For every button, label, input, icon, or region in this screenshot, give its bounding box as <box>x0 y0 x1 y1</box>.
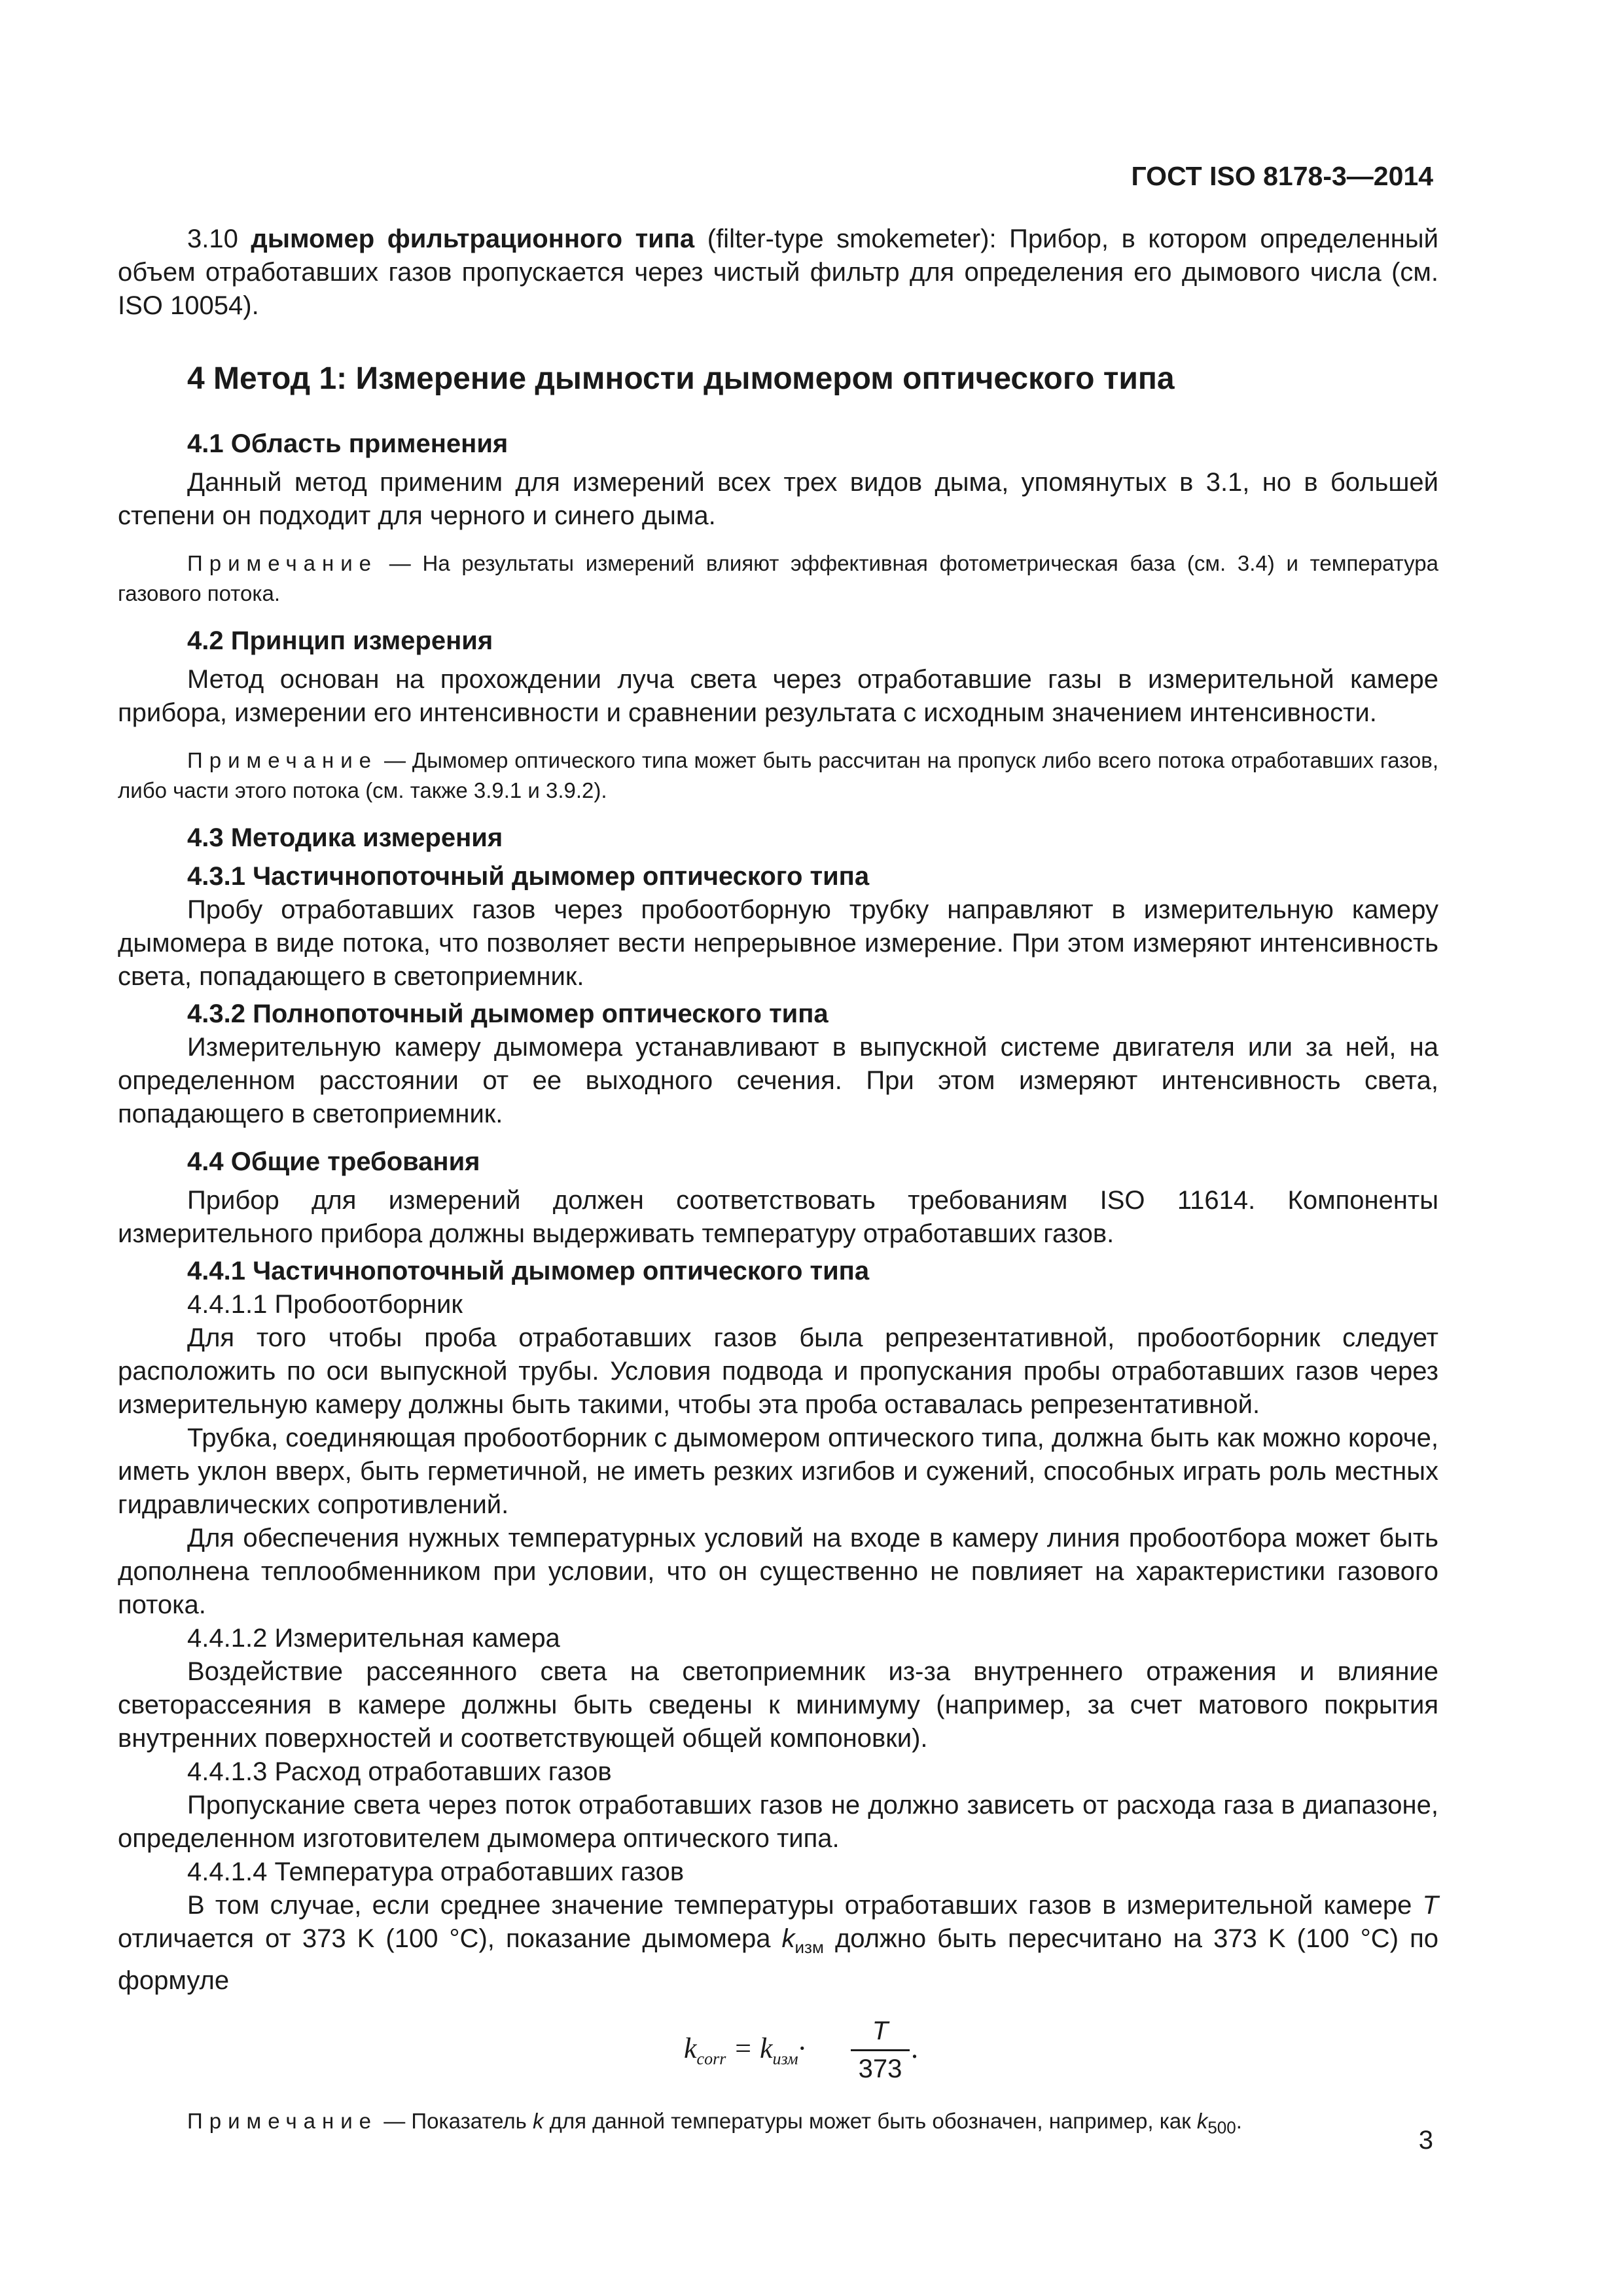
note-text: для данной температуры может быть обозначен, например, как <box>549 2109 1191 2133</box>
note-label: Примечание <box>187 748 378 772</box>
symbol-k: k <box>684 2032 697 2064</box>
text-run: отличается от 373 K (100 °C), показание дымомера <box>118 1924 771 1953</box>
symbol-k: k <box>760 2032 773 2064</box>
note-text: — Показатель <box>383 2109 527 2133</box>
section-4-4-1-title: 4.4.1 Частичнопоточный дымомер оптического типа <box>187 1257 870 1285</box>
fraction-bar <box>851 2049 910 2051</box>
section-4-4-1-3-title: 4.4.1.3 Расход отработавших газов <box>187 1757 612 1786</box>
section-4-3-title: 4.3 Методика измерения <box>187 823 503 852</box>
symbol-T: T <box>1422 1891 1438 1920</box>
fraction-denominator: 373 <box>858 2054 902 2083</box>
section-4-4-1-1-p2: Трубка, соединяющая пробоотборник с дымомером оптического типа, должна быть как можно короче, иметь уклон вверх, быть герметичной, не иметь резких изгибов и сужений, способных играть роль местных гидравлических сопротивлений. <box>118 1424 1438 1519</box>
page-number: 3 <box>1418 2126 1433 2155</box>
section-4-2-title: 4.2 Принцип измерения <box>187 626 493 655</box>
section-4-3-1-title: 4.3.1 Частичнопоточный дымомер оптического типа <box>187 862 870 891</box>
section-4-4-1-1-p3: Для обеспечения нужных температурных условий на входе в камеру линия пробоотбора может быть дополнена теплообменником при условии, что он существенно не повлияет на характеристики газового потока. <box>118 1524 1438 1619</box>
section-4-3-1-text: Пробу отработавших газов через пробоотборную трубку направляют в измерительную камеру дымомера в виде потока, что позволяет вести непрерывное измерение. При этом измеряют интенсивность света, попадающего в светоприемник. <box>118 895 1438 991</box>
section-4-4-1-4-text <box>118 1889 1438 1998</box>
note-4-2 <box>118 745 1438 806</box>
section-4-4-1-1-title: 4.4.1.1 Пробоотборник <box>187 1290 463 1319</box>
section-4-4-title: 4.4 Общие требования <box>187 1147 480 1176</box>
section-4-4-1-3-text: Пропускание света через поток отработавших газов не должно зависеть от расхода газа в диапазоне, определенном изготовителем дымомера оптического типа. <box>118 1791 1438 1853</box>
section-4-3-2-text: Измерительную камеру дымомера устанавливают в выпускной системе двигателя или за ней, на определенном расстоянии от ее выходного сечения. При этом измеряют интенсивность света, попадающего в светоприемник. <box>118 1033 1438 1128</box>
symbol-k: k <box>781 1924 795 1953</box>
formula-lhs <box>684 2032 806 2075</box>
note-text: — Дымомер оптического типа может быть рассчитан на пропуск либо всего потока отработавших газов, либо части этого потока (см. также 3.9.1 и 3.9.2). <box>118 748 1438 802</box>
note-label: Примечание <box>187 2109 378 2133</box>
section-4-4-1-1-p1: Для того чтобы проба отработавших газов была репрезентативной, пробоотборник следует расположить по оси выпускной трубы. Условия подвода и пропускания пробы отработавших газов через измерительную камеру должны быть такими, чтобы эта проба оставалась репрезентативной. <box>118 1323 1438 1419</box>
subscript-corr: corr <box>696 2049 726 2068</box>
section-4-4-1-2-text: Воздействие рассеянного света на светоприемник из-за внутреннего отражения и влияние светорассеяния в камере должны быть сведены к минимуму (например, за счет матового покрытия внутренних поверхностей и соответствующей общей компоновки). <box>118 1657 1438 1753</box>
text-run: должно быть пересчитано на 373 K (100 °C) по формуле <box>118 1924 1438 1995</box>
clause-3-10 <box>118 223 1438 323</box>
subscript-500: 500 <box>1207 2117 1236 2138</box>
note-label: Примечание <box>187 551 378 575</box>
section-4-4-1-2-title: 4.4.1.2 Измерительная камера <box>187 1624 560 1653</box>
page-content <box>118 223 1438 2159</box>
subscript-izm: изм <box>772 2049 798 2068</box>
section-4-2-text: Метод основан на прохождении луча света через отработавшие газы в измерительной камере прибора, измерении его интенсивности и сравнении результата с исходным значением интенсивности. <box>118 665 1438 727</box>
formula-period: . <box>911 2032 918 2064</box>
clause-number: 3.10 <box>187 224 238 253</box>
note-text: — На результаты измерений влияют эффективная фотометрическая база (см. 3.4) и температура газового потока. <box>118 551 1438 605</box>
equals-sign: = <box>733 2032 753 2064</box>
document-header: ГОСТ ISO 8178-3—2014 <box>1131 161 1433 191</box>
section-4-title: 4 Метод 1: Измерение дымности дымомером оптического типа <box>187 361 1175 396</box>
text-run: В том случае, если среднее значение температуры отработавших газов в измерительной камере <box>187 1891 1412 1920</box>
formula-k-corr <box>118 2015 1438 2087</box>
section-4-4-1-4-title: 4.4.1.4 Температура отработавших газов <box>187 1857 685 1886</box>
note-4-1 <box>118 548 1438 609</box>
multiply-dot: · <box>798 2032 806 2064</box>
note-final <box>118 2106 1438 2143</box>
term-bold: дымомер фильтрационного типа <box>251 224 695 253</box>
note-period: . <box>1236 2109 1242 2133</box>
term-definition: (filter-type smokemeter): Прибор, в котором определенный объем отработавших газов пропускается через чистый фильтр для определения его дымового числа (см. ISO 10054). <box>118 224 1438 320</box>
section-4-1-text: Данный метод применим для измерений всех трех видов дыма, упомянутых в 3.1, но в большей степени он подходит для черного и синего дыма. <box>118 468 1438 530</box>
section-4-1-title: 4.1 Область применения <box>187 429 508 458</box>
section-4-3-2-title: 4.3.2 Полнопоточный дымомер оптического типа <box>187 999 829 1028</box>
symbol-k: k <box>532 2109 544 2133</box>
formula-fraction <box>851 2015 910 2086</box>
section-4-4-text: Прибор для измерений должен соответствовать требованиям ISO 11614. Компоненты измерительного прибора должны выдерживать температуру отработавших газов. <box>118 1186 1438 1248</box>
symbol-k: k <box>1196 2109 1208 2133</box>
subscript-izm: изм <box>794 1937 824 1957</box>
fraction-numerator: T <box>872 2017 889 2045</box>
